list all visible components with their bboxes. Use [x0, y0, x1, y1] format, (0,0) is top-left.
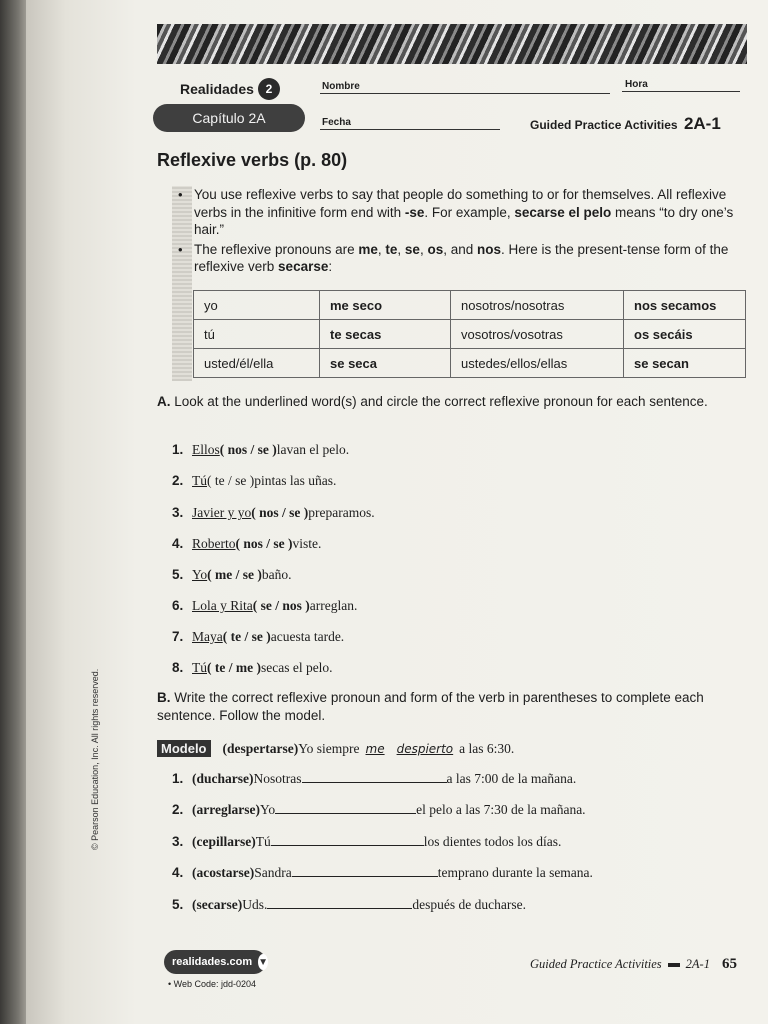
subject-cell: yo [194, 291, 320, 320]
chapter-pill: Capítulo 2A [153, 104, 305, 132]
date-label: Fecha [322, 117, 351, 128]
pronoun-choice[interactable]: ( nos / se ) [235, 536, 293, 551]
exercise-a-item: 3. Javier y yo ( nos / se ) preparamos. [172, 505, 375, 520]
copyright-notice: © Pearson Education, Inc. All rights reserved. [90, 668, 100, 850]
table-row [194, 320, 746, 349]
model-badge: Modelo [157, 740, 211, 757]
section-a-instructions: A. Look at the underlined word(s) and circle the correct reflexive pronoun for each sentence. [157, 394, 708, 409]
bullet-icon: • [178, 187, 183, 202]
exercise-b-item: 5. (secarse) Uds. después de ducharse. [172, 897, 526, 912]
exercise-a-item: 2. Tú ( te / se ) pintas las uñas. [172, 473, 337, 488]
exercise-a-item: 5. Yo ( me / se ) baño. [172, 567, 292, 582]
chevron-down-icon: ▼ [258, 954, 268, 970]
verb-blank[interactable] [312, 898, 412, 909]
activity-number: 2A-1 [683, 114, 721, 133]
subject-cell: usted/él/ella [194, 349, 320, 378]
pronoun-choice[interactable]: ( te / se ) [222, 629, 271, 644]
subject-cell: tú [194, 320, 320, 349]
website-link[interactable] [164, 950, 266, 974]
bullet-icon: • [178, 241, 183, 257]
exercise-a-item: 1. Ellos ( nos / se ) lavan el pelo. [172, 442, 350, 457]
section-b-instructions: B. Write the correct reflexive pronoun and form of the verb in parentheses to complete each sentence. Follow the model. [157, 690, 704, 723]
exercise-a-item: 6. Lola y Rita ( se / nos ) arreglan. [172, 598, 358, 613]
footer-code: 2A-1 [685, 957, 710, 971]
model-answer-verb: despierto [396, 742, 454, 756]
table-row [194, 349, 746, 378]
pronoun-choice[interactable]: ( nos / se ) [251, 505, 309, 520]
note-1: • You use reflexive verbs to say that people do something to or for themselves. All reflexive verbs in the infinitive form end with -se. For example, secarse el pelo means “to dry one’s hair.” [178, 187, 734, 237]
pronoun-blank[interactable] [267, 898, 312, 909]
activity-title: Guided Practice Activities [530, 118, 678, 132]
pronoun-blank[interactable] [302, 772, 342, 783]
series-logo [180, 78, 280, 100]
exercise-b-item: 1. (ducharse) Nosotras a las 7:00 de la mañana. [172, 771, 577, 786]
exercise-b-item: 2. (arreglarse) Yo el pelo a las 7:30 de la mañana. [172, 802, 586, 817]
page-number: 65 [721, 956, 737, 972]
exercise-a-item: 7. Maya ( te / se ) acuesta tarde. [172, 629, 345, 644]
pronoun-choice[interactable]: ( me / se ) [207, 567, 262, 582]
verb-blank[interactable] [342, 772, 447, 783]
verb-form-cell: nos secamos [624, 291, 746, 320]
pronoun-blank[interactable] [292, 866, 334, 877]
date-field[interactable] [320, 129, 500, 130]
decorative-banner [157, 24, 747, 64]
web-code: • Web Code: jdd-0204 [168, 979, 257, 989]
level-badge: 2 [258, 78, 280, 100]
verb-blank[interactable] [334, 866, 438, 877]
pronoun-choice[interactable]: ( se / nos ) [252, 598, 310, 613]
verb-blank[interactable] [320, 803, 416, 814]
verb-form-cell: se secan [624, 349, 746, 378]
grammar-notes [172, 186, 746, 278]
pronoun-choice[interactable]: ( te / se ) [207, 473, 255, 488]
verb-form-cell: te secas [320, 320, 451, 349]
exercise-a-item: 4. Roberto ( nos / se ) viste. [172, 536, 322, 551]
name-field[interactable] [320, 93, 610, 94]
model-answer-pronoun: me [365, 742, 385, 756]
footer-dash-icon [668, 963, 680, 967]
exercise-b-item: 3. (cepillarse) Tú los dientes todos los días. [172, 834, 562, 849]
name-label: Nombre [322, 81, 360, 92]
verb-form-cell: me seco [320, 291, 451, 320]
exercise-a-item: 8. Tú ( te / me ) secas el pelo. [172, 660, 333, 675]
page-footer [530, 956, 737, 973]
hour-label: Hora [625, 79, 648, 90]
page-title: Reflexive verbs (p. 80) [157, 150, 348, 170]
pronoun-blank[interactable] [275, 803, 320, 814]
subject-cell: nosotros/nosotras [451, 291, 624, 320]
pronoun-choice[interactable]: ( nos / se ) [219, 442, 277, 457]
pronoun-choice[interactable]: ( te / me ) [207, 660, 261, 675]
verb-form-cell: os secáis [624, 320, 746, 349]
note-2: • The reflexive pronouns are me, te, se, os, and nos. Here is the present-tense form of the reflexive verb secarse: [178, 241, 729, 274]
subject-cell: ustedes/ellos/ellas [451, 349, 624, 378]
verb-blank[interactable] [316, 835, 424, 846]
activity-heading [530, 114, 721, 134]
series-name: Realidades [180, 81, 254, 97]
website-label: realidades.com [172, 956, 253, 968]
footer-activity: Guided Practice Activities [530, 957, 662, 971]
table-row [194, 291, 746, 320]
subject-cell: vosotros/vosotras [451, 320, 624, 349]
conjugation-table [193, 290, 746, 378]
verb-form-cell: se seca [320, 349, 451, 378]
model-sentence: Modelo (despertarse) Yo siempre me despierto a las 6:30. [157, 740, 514, 757]
pronoun-blank[interactable] [271, 835, 316, 846]
exercise-b-item: 4. (acostarse) Sandra temprano durante la semana. [172, 865, 593, 880]
hour-field[interactable] [622, 91, 740, 92]
